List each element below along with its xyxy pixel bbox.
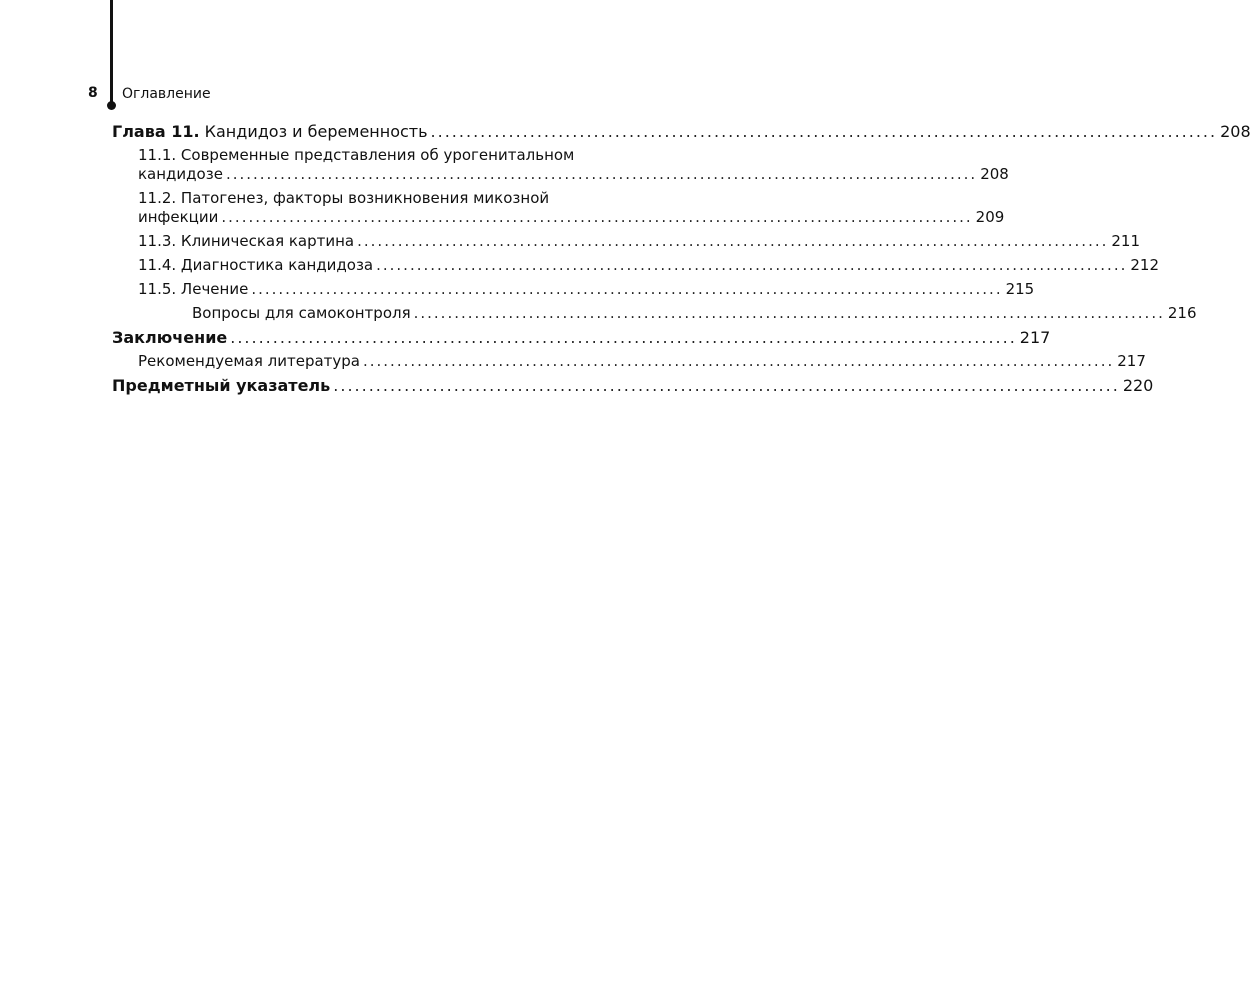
toc-page-number: 217 bbox=[1117, 352, 1146, 370]
toc-entry-questions[interactable] bbox=[112, 304, 1197, 323]
dot-leader: ............................................................................................................... bbox=[357, 232, 1109, 250]
toc-page-number: 216 bbox=[1167, 304, 1197, 322]
toc-entry-title: 11.4. Диагностика кандидоза bbox=[138, 256, 374, 274]
chapter-label: Глава 11. bbox=[112, 122, 200, 141]
toc-entry-title: 11.3. Клиническая картина bbox=[138, 232, 355, 250]
dot-leader: ............................................................................................................... bbox=[225, 165, 978, 183]
chapter-title: Кандидоз и беременность bbox=[204, 122, 428, 141]
toc-entry-title: 11.2. Патогенез, факторы возникновения микозной bbox=[138, 189, 550, 207]
dot-leader: ............................................................................................................... bbox=[362, 352, 1115, 370]
toc-entry-title-cont: кандидозе bbox=[138, 165, 223, 183]
toc-entry-title: Рекомендуемая литература bbox=[138, 352, 360, 370]
toc-entry-title: Вопросы для самоконтроля bbox=[192, 304, 411, 322]
table-of-contents bbox=[112, 122, 1251, 400]
dot-leader: ............................................................................................................... bbox=[376, 256, 1128, 274]
toc-entry-title-cont: инфекции bbox=[138, 208, 219, 226]
toc-page-number: 217 bbox=[1019, 328, 1051, 347]
toc-page-number: 212 bbox=[1130, 256, 1160, 274]
toc-entry-11-2[interactable] bbox=[112, 189, 1005, 227]
toc-entry-title: Предметный указатель bbox=[112, 376, 331, 395]
running-title: Оглавление bbox=[122, 86, 211, 102]
toc-entry-title: 11.5. Лечение bbox=[138, 280, 249, 298]
dot-leader: ............................................................................................................... bbox=[413, 304, 1165, 322]
margin-rule bbox=[110, 0, 113, 103]
page-number: 8 bbox=[88, 85, 98, 101]
toc-page-number: 215 bbox=[1005, 280, 1035, 298]
toc-page-number: 208 bbox=[980, 165, 1009, 183]
toc-page-number: 209 bbox=[975, 208, 1005, 226]
toc-entry-title: Заключение bbox=[112, 328, 228, 347]
toc-entry-subject-index[interactable] bbox=[112, 376, 1154, 395]
toc-entry-11-5[interactable] bbox=[112, 280, 1035, 299]
toc-page-number: 211 bbox=[1111, 232, 1141, 250]
margin-rule-dot bbox=[107, 101, 116, 110]
toc-entry-conclusion[interactable] bbox=[112, 328, 1051, 347]
toc-entry-11-1[interactable] bbox=[112, 146, 1009, 184]
dot-leader: ............................................................................................................... bbox=[230, 328, 1017, 347]
toc-entry-11-3[interactable] bbox=[112, 232, 1141, 251]
toc-page-number: 220 bbox=[1122, 376, 1154, 395]
toc-entry-literature[interactable] bbox=[112, 352, 1146, 371]
dot-leader: ............................................................................................................... bbox=[333, 376, 1120, 395]
toc-entry-chapter-11[interactable] bbox=[112, 122, 1251, 141]
dot-leader: ............................................................................................................... bbox=[251, 280, 1003, 298]
dot-leader: ............................................................................................................... bbox=[430, 122, 1218, 141]
dot-leader: ............................................................................................................... bbox=[221, 208, 973, 226]
toc-page-number: 208 bbox=[1220, 122, 1251, 141]
toc-entry-11-4[interactable] bbox=[112, 256, 1160, 275]
toc-entry-title: 11.1. Современные представления об урогенитальном bbox=[138, 146, 575, 164]
